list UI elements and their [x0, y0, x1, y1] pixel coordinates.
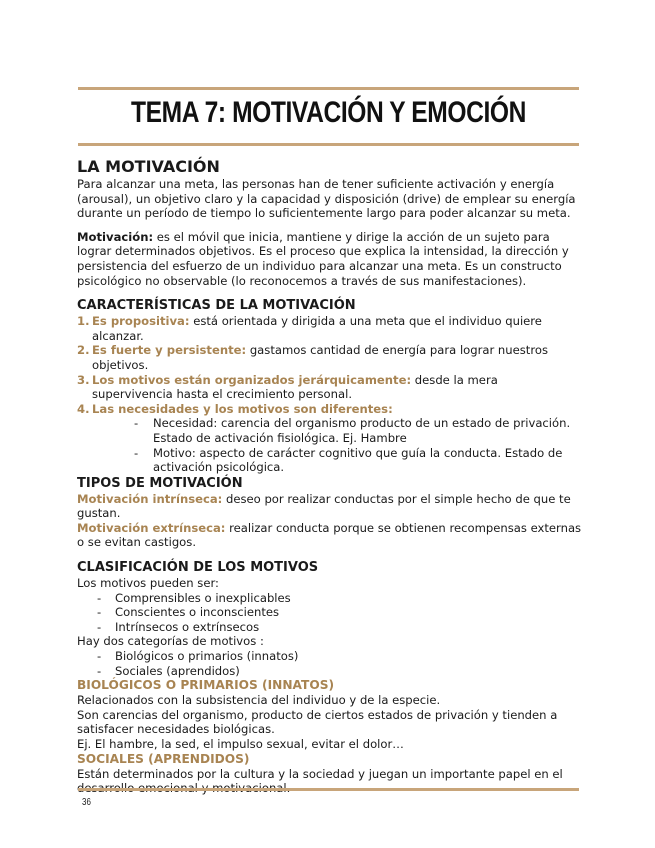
list-item — [77, 314, 582, 343]
motivacion-intrinseca — [77, 492, 582, 521]
definition-term: Motivación: — [77, 229, 154, 244]
list-item — [77, 649, 582, 664]
extrinseca-term: Motivación extrínseca: — [77, 520, 226, 535]
section-heading-tipos: TIPOS DE MOTIVACIÓN — [77, 475, 243, 491]
necesidad-motivo-list — [77, 416, 582, 474]
list-term: Los motivos están organizados jerárquicamente: — [92, 372, 412, 387]
list-text: Motivo: aspecto de carácter cognitivo que guía la conducta. Estado de activación psicológica. — [153, 445, 563, 475]
page-content — [77, 157, 582, 796]
caracteristicas-list — [77, 314, 582, 416]
list-text: Necesidad: carencia del organismo producto de un estado de privación. Estado de activación fisiológica. Ej. Hambre — [153, 416, 571, 445]
list-text: está orientada y dirigida a una meta que el individuo quiere alcanzar. — [92, 314, 542, 343]
list-item — [77, 402, 582, 417]
list-term: Es propositiva: — [92, 314, 190, 329]
intrinseca-term: Motivación intrínseca: — [77, 491, 223, 506]
page-number: 36 — [82, 797, 91, 808]
list-text: Intrínsecos o extrínsecos — [115, 619, 260, 634]
list-number: 2. — [77, 343, 90, 358]
list-item — [77, 620, 582, 635]
page-title: TEMA 7: MOTIVACIÓN Y EMOCIÓN — [131, 96, 526, 129]
title-top-rule — [78, 87, 579, 90]
list-number: 1. — [77, 314, 90, 329]
motivacion-extrinseca — [77, 521, 582, 550]
list-text: Comprensibles o inexplicables — [115, 590, 291, 605]
list-item — [77, 591, 582, 606]
list-item — [77, 343, 582, 372]
subheading-sociales: SOCIALES (APRENDIDOS) — [77, 751, 250, 766]
categorias-intro: Hay dos categorías de motivos : — [77, 634, 264, 649]
list-text: Conscientes o inconscientes — [115, 605, 280, 620]
motivacion-intro: Para alcanzar una meta, las personas han de tener suficiente activación y energía (arousal), un objetivo claro y la capacidad y disposición (drive) de emplear su energía durante un período de tiempo lo suficientemente largo para poder alcanzar su meta. — [77, 177, 576, 221]
list-item — [77, 373, 582, 402]
footer-rule — [78, 788, 579, 791]
list-text: desde la mera supervivencia hasta el crecimiento personal. — [92, 372, 498, 402]
dash-bullet: - — [97, 619, 102, 634]
section-heading-motivacion: LA MOTIVACIÓN — [77, 157, 220, 176]
list-term: Las necesidades y los motivos son diferentes: — [92, 401, 393, 416]
biologicos-line-2: Son carencias del organismo, producto de ciertos estados de privación y tienden a satisfacer necesidades biológicas. — [77, 707, 558, 737]
motivacion-definition — [77, 230, 582, 288]
dash-bullet: - — [97, 663, 102, 678]
categorias-list — [77, 649, 582, 678]
biologicos-line-3: Ej. El hambre, la sed, el impulso sexual, evitar el dolor… — [77, 737, 404, 751]
intrinseca-text: deseo por realizar conductas por el simple hecho de que te gustan. — [77, 491, 571, 521]
list-item — [77, 664, 582, 679]
list-text: Sociales (aprendidos) — [115, 663, 240, 678]
list-number: 3. — [77, 372, 90, 387]
dash-bullet: - — [97, 605, 102, 620]
dash-bullet: - — [134, 445, 139, 460]
clasificacion-intro: Los motivos pueden ser: — [77, 576, 219, 591]
title-bottom-rule — [78, 143, 579, 146]
sociales-line-1: Están determinados por la cultura y la sociedad y juegan un importante papel en el — [77, 766, 563, 781]
motivos-list — [77, 591, 582, 635]
definition-text: es el móvil que inicia, mantiene y dirige la acción de un sujeto para lograr determinados objetivos. Es el proceso que explica la intensidad, la dirección y persistencia del esfuerzo de un individuo para alcanzar una meta. Es un constructo psicológico no observable (lo reconocemos a través de sus manifestaciones). — [77, 229, 569, 288]
list-number: 4. — [77, 401, 90, 416]
dash-bullet: - — [134, 416, 139, 431]
list-item — [77, 605, 582, 620]
list-text: Biológicos o primarios (innatos) — [115, 649, 299, 664]
section-heading-caracteristicas: CARACTERÍSTICAS DE LA MOTIVACIÓN — [77, 298, 356, 314]
list-term: Es fuerte y persistente: — [92, 343, 247, 358]
biologicos-line-1: Relacionados con la subsistencia del individuo y de la especie. — [77, 693, 441, 708]
dash-bullet: - — [97, 590, 102, 605]
subheading-biologicos: BIOLÓGICOS O PRIMARIOS (INNATOS) — [77, 678, 335, 693]
list-text: gastamos cantidad de energía para lograr nuestros objetivos. — [92, 343, 548, 372]
extrinseca-text: realizar conducta porque se obtienen recompensas externas o se evitan castigos. — [77, 520, 582, 550]
section-heading-clasificacion: CLASIFICACIÓN DE LOS MOTIVOS — [77, 560, 319, 576]
dash-bullet: - — [97, 649, 102, 664]
list-item — [77, 416, 582, 445]
list-item — [77, 446, 582, 475]
